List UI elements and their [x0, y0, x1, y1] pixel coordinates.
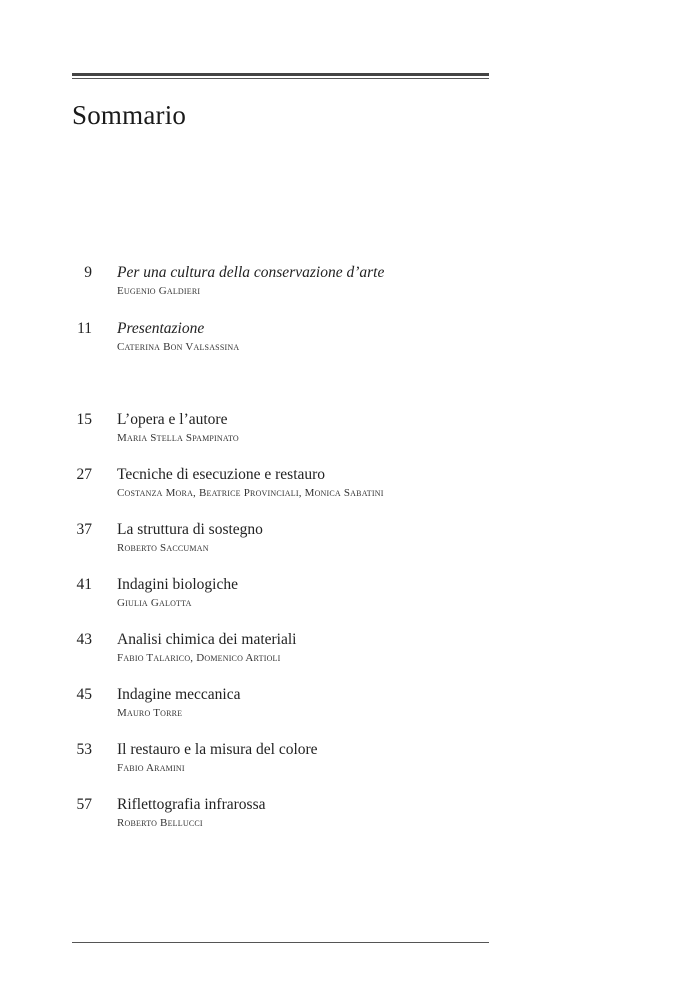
toc-page-number: 9 — [84, 264, 92, 281]
toc-page-number: 37 — [76, 521, 92, 538]
toc-title[interactable]: Riflettografia infrarossa — [117, 796, 266, 813]
toc-title[interactable]: La struttura di sostegno — [117, 521, 263, 538]
toc-author: Fabio Aramini — [117, 762, 185, 774]
toc-page-number: 57 — [76, 796, 92, 813]
toc-title[interactable]: Il restauro e la misura del colore — [117, 741, 318, 758]
toc-author: Mauro Torre — [117, 707, 183, 719]
toc-author: Fabio Talarico, Domenico Artioli — [117, 652, 281, 664]
toc-title[interactable]: Indagine meccanica — [117, 686, 241, 703]
toc-title[interactable]: L’opera e l’autore — [117, 411, 228, 428]
toc-title[interactable]: Analisi chimica dei materiali — [117, 631, 297, 648]
toc-author: Costanza Mora, Beatrice Provinciali, Monica Sabatini — [117, 487, 384, 499]
toc-title[interactable]: Per una cultura della conservazione d’arte — [117, 264, 385, 281]
toc-author: Eugenio Galdieri — [117, 285, 201, 297]
toc-title[interactable]: Tecniche di esecuzione e restauro — [117, 466, 326, 483]
toc-author: Giulia Galotta — [117, 597, 192, 609]
toc-author: Roberto Bellucci — [117, 817, 203, 829]
toc-page-number: 11 — [77, 320, 92, 337]
toc-page-number: 27 — [76, 466, 92, 483]
toc-author: Caterina Bon Valsassina — [117, 341, 240, 353]
toc-title[interactable]: Presentazione — [117, 320, 205, 337]
toc-author: Maria Stella Spampinato — [117, 432, 239, 444]
toc-page-number: 15 — [76, 411, 92, 428]
toc-page-number: 43 — [76, 631, 92, 648]
bottom-rule — [72, 942, 489, 943]
page-title: Sommario — [72, 100, 187, 130]
toc-title[interactable]: Indagini biologiche — [117, 576, 238, 593]
toc-page-number: 53 — [76, 741, 92, 758]
toc-page-number: 41 — [76, 576, 92, 593]
toc-page-number: 45 — [76, 686, 92, 703]
toc-author: Roberto Saccuman — [117, 542, 209, 554]
